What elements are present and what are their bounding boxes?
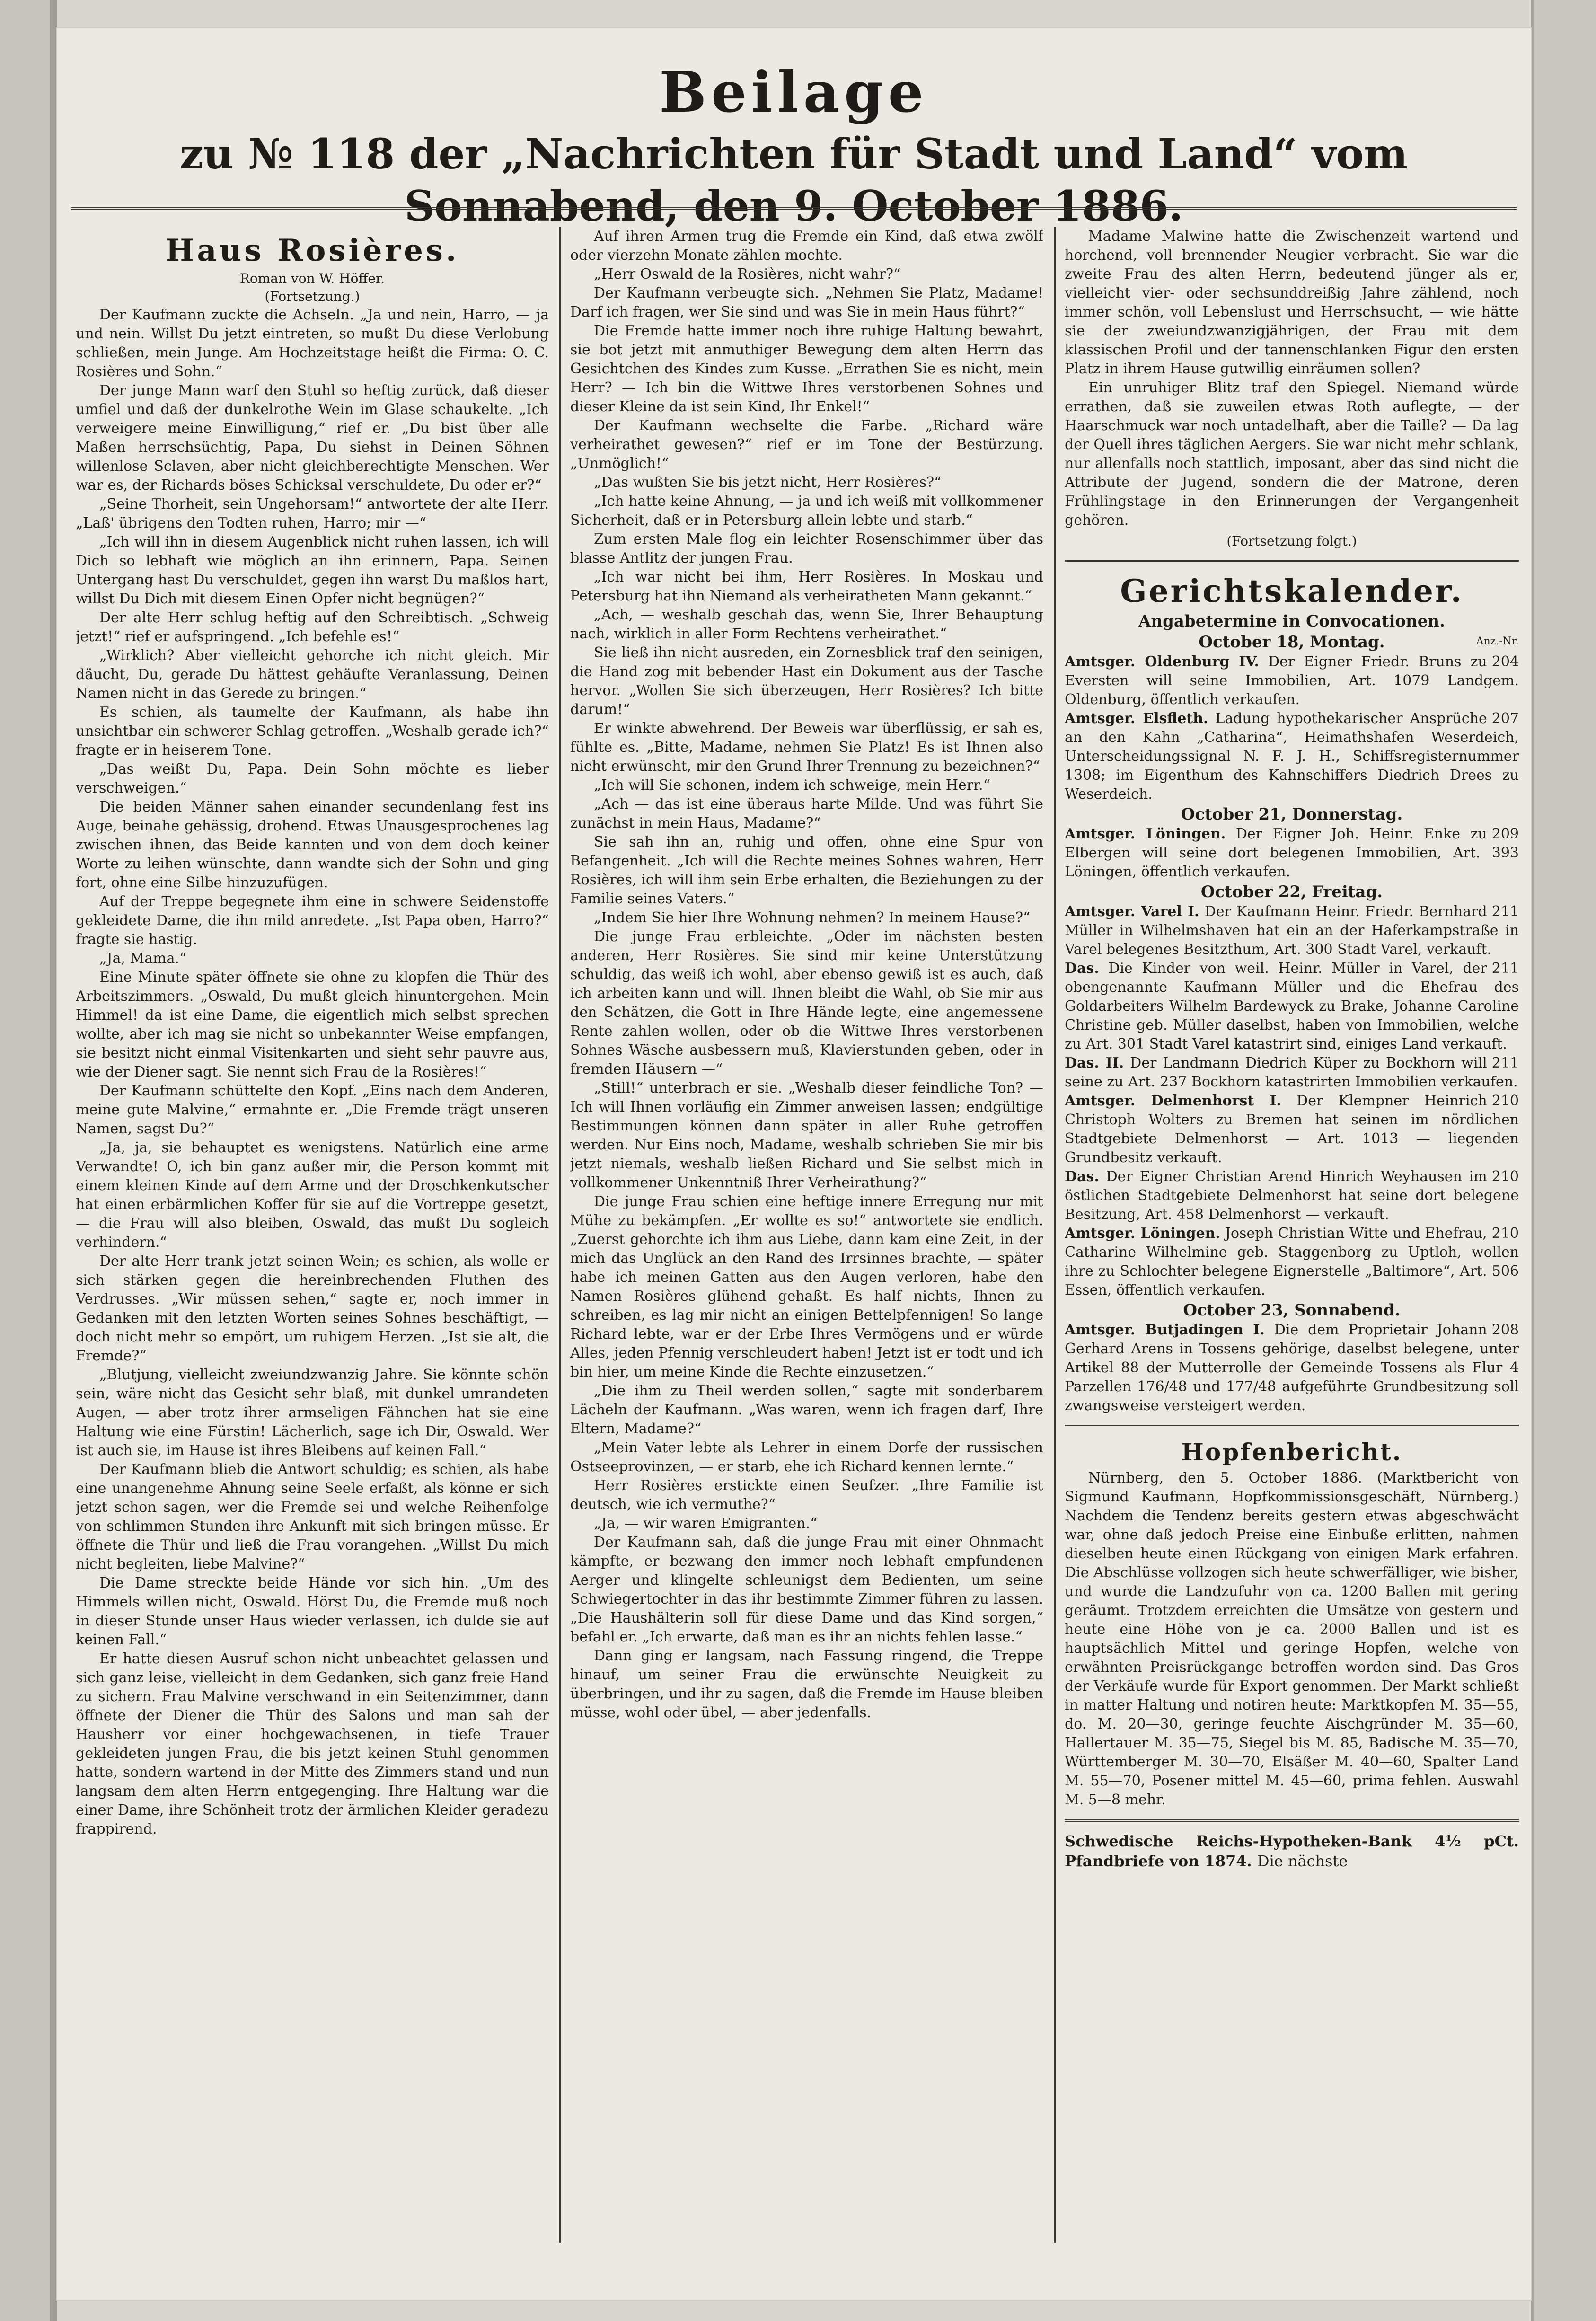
entry-number: 204	[1491, 653, 1519, 670]
paragraph: Die junge Frau schien eine heftige innere Erregung nur mit Mühe zu bekämpfen. „Er wollte es so!“ antwortete sie endlich. „Zuerst gehorchte ich ihm aus Liebe, dann kam eine Zeit, in der mich das Unglück an den Rand des Irrsinnes brachte, — später habe ich meinen Gatten aus den Augen verloren, habe den Namen Rosières glühend gehaßt. Es half nichts, Ihnen zu schreiben, es lag mir nicht an einigen Bettelpfennigen! So lange Richard lebte, war er der Erbe Ihres Vermögens und er würde Alles, jeden Pfennig verschleudert haben! Jetzt ist er todt und ich bin hier, um meine Kinde die Rechte einzusetzen.“	[570, 1193, 1043, 1380]
entry-number: 210	[1491, 1168, 1519, 1185]
court-calendar-subtitle: Angabetermine in Convocationen.	[1138, 612, 1445, 631]
court-entry	[1065, 1224, 1519, 1300]
paragraph: Der Kaufmann sah, daß die junge Frau mit einer Ohnmacht kämpfte, er bezwang den immer noch lebhaft empfundenen Aerger und klingelte schleunigst dem Bedienten, um seine Schwiegertochter in das ihr bestimmte Zimmer führen zu lassen. „Die Haushälterin soll für diese Dame und das Kind sorgen,“ befahl er. „Ich erwarte, daß man es ihr an nichts fehlen lasse.“	[570, 1534, 1043, 1645]
entry-number: 210	[1491, 1093, 1519, 1109]
entry-number: 210	[1491, 1225, 1519, 1242]
court-entry	[1065, 653, 1519, 709]
paragraph: Der Kaufmann blieb die Antwort schuldig; es schien, als habe eine unangenehme Ahnung seine Seele erfaßt, als könne er sich jetzt schon sagen, wer die Fremde sei und welche Reihenfolge von schlimmen Stunden ihre Ankunft mit sich bringen müsse. Er öffnete die Thür und ließ die Frau vorangehen. „Willst Du mich nicht begleiten, liebe Malvine?“	[76, 1461, 549, 1572]
paragraph: Es schien, als taumelte der Kaufmann, als habe ihn unsichtbar ein schwerer Schlag getroffen. „Weshalb gerade ich?“ fragte er in heiserem Tone.	[76, 704, 549, 759]
court-entry	[1065, 902, 1519, 959]
paragraph: Der Kaufmann verbeugte sich. „Nehmen Sie Platz, Madame! Darf ich fragen, wer Sie sind und was Sie in mein Haus führt?“	[570, 285, 1043, 320]
paragraph: Auf der Treppe begegnete ihm eine in schwere Seidenstoffe gekleidete Dame, die ihn mild anredete. „Ist Papa oben, Harro?“ fragte sie hastig.	[76, 893, 549, 948]
paragraph: Eine Minute später öffnete sie ohne zu klopfen die Thür des Arbeitszimmers. „Oswald, Du mußt gleich hinuntergehen. Mein Himmel! da ist eine Dame, die eigentlich mich selbst sprechen wollte, aber ich mag sie nicht so unbekannter Weise empfangen, sie besitzt nicht einmal Visitenkarten und sieht sehr pauvre aus, wie der Diener sagt. Sie nennt sich Frau de la Rosières!“	[76, 969, 549, 1080]
paragraph: Die Dame streckte beide Hände vor sich hin. „Um des Himmels willen nicht, Oswald. Hörst Du, die Fremde muß noch in dieser Stunde unser Haus wieder verlassen, ich dulde sie auf keinen Fall.“	[76, 1575, 549, 1648]
paragraph: Er hatte diesen Ausruf schon nicht unbeachtet gelassen und sich ganz leise, vielleicht in dem Gedanken, sich ganz freie Hand zu sichern. Frau Malvine verschwand in ein Seitenzimmer, dann öffnete der Diener die Thür des Salons und man sah der Hausherr vor einer hochgewachsenen, in tiefe Trauer gekleideten jungen Frau, die bis jetzt keinen Stuhl genommen hatte, sondern wartend in der Mitte des Zimmers stand und nun langsam dem alten Herrn entgegenging. Ihre Haltung war die einer Dame, ihre Schönheit trotz der ärmlichen Kleider geradezu frappirend.	[76, 1650, 549, 1837]
column-1	[76, 227, 549, 2243]
masthead-rule	[71, 207, 1517, 210]
paragraph: Die Fremde hatte immer noch ihre ruhige Haltung bewahrt, sie bot jetzt mit anmuthiger Bewegung dem alten Herrn das Gesichtchen des Kindes zum Kusse. „Errathen Sie es nicht, mein Herr? — Ich bin die Wittwe Ihres verstorbenen Sohnes und dieser Kleine da ist sein Kind, Ihr Enkel!“	[570, 323, 1043, 415]
court-name: Amtsger. Elsfleth.	[1065, 710, 1208, 727]
paragraph: „Ach, — weshalb geschah das, wenn Sie, Ihrer Behauptung nach, wirklich in aller Form Rechtens verheirathet.“	[570, 607, 1043, 642]
entry-text: Der Eigner Joh. Heinr. Enke zu Elbergen will seine dort belegenen Immobilien, Art. 393 Löningen, öffentlich verkaufen.	[1065, 826, 1519, 880]
column-rule	[559, 227, 561, 2243]
paragraph: „Ach — das ist eine überaus harte Milde. Und was führt Sie zunächst in mein Haus, Madame?“	[570, 796, 1043, 831]
court-name: Das.	[1065, 1168, 1099, 1185]
section-divider	[1065, 560, 1519, 562]
page-right-edge	[1531, 0, 1596, 2321]
paragraph: „Die ihm zu Theil werden sollen,“ sagte mit sonderbarem Lächeln der Kaufmann. „Was waren, wenn ich fragen darf, Ihre Eltern, Madame?“	[570, 1383, 1043, 1437]
column-2	[570, 227, 1043, 2243]
paragraph: Sie sah ihn an, ruhig und offen, ohne eine Spur von Befangenheit. „Ich will die Rechte meines Sohnes wahren, Herr Rosières, ich will ihm sein Erbe erhalten, die Beziehungen zu der Familie seines Vaters.“	[570, 834, 1043, 907]
paragraph: Sie ließ ihn nicht ausreden, ein Zornesblick traf den seinigen, die Hand zog mit bebender Hast ein Dokument aus der Tasche hervor. „Wollen Sie sich überzeugen, Herr Rosières? Ich bitte darum!“	[570, 644, 1043, 718]
paragraph: „Seine Thorheit, sein Ungehorsam!“ antwortete der alte Herr. „Laß' übrigens den Todten ruhen, Harro; mir —“	[76, 496, 549, 531]
entry-text: Ladung hypothekarischer Ansprüche an den Kahn „Catharina“, Heimathshafen Weserdeich, Unterscheidungssignal N. F. J. H., Schiffsregisternummer 1308; im Eigenthum des Kahnschiffers Diedrich Drees zu Weserdeich.	[1065, 710, 1519, 803]
paragraph: „Ja, ja, sie behauptet es wenigstens. Natürlich eine arme Verwandte! O, ich bin ganz außer mir, die Person kommt mit einem kleinen Kinde auf dem Arme und der Droschkenkutscher hat einen erbärmlichen Koffer für sie auf die Vortreppe gesetzt, — die Frau will also bleiben, Oswald, das mußt Du sogleich verhindern.“	[76, 1139, 549, 1251]
story-byline: Roman von W. Höffer.	[239, 271, 385, 286]
section-divider	[1065, 1819, 1519, 1822]
paragraph: „Herr Oswald de la Rosières, nicht wahr?“	[594, 266, 901, 282]
paragraph: „Ja, Mama.“	[99, 950, 187, 967]
court-date-row	[1065, 632, 1519, 653]
court-entry	[1065, 1054, 1519, 1092]
court-entry	[1065, 825, 1519, 882]
court-entry	[1065, 1092, 1519, 1167]
anz-nr-label: Anz.-Nr.	[1476, 635, 1519, 647]
newspaper-page	[57, 28, 1531, 2300]
entry-number: 209	[1491, 826, 1519, 842]
paragraph: „Ich will Sie schonen, indem ich schweige, mein Herr.“	[594, 777, 991, 794]
bank-notice	[1065, 1831, 1519, 1871]
story-title: Haus Rosières.	[165, 233, 459, 268]
page-binding	[0, 0, 57, 2321]
paragraph: Der junge Mann warf den Stuhl so heftig zurück, daß dieser umfiel und daß der dunkelrothe Wein im Glase schaukelte. „Ich verweigere meine Einwilligung,“ rief er. „Du bist über alle Maßen herrschsüchtig, Papa, Du siehst in Deinen Söhnen willenlose Sclaven, aber nicht gleichberechtigte Menschen. Wer war es, der Richards böses Schicksal verschuldete, Du oder er?“	[76, 382, 549, 494]
paragraph: „Das wußten Sie bis jetzt nicht, Herr Rosières?“	[594, 474, 942, 491]
masthead	[57, 59, 1531, 232]
section-divider	[1065, 1425, 1519, 1426]
court-name: Amtsger. Delmenhorst I.	[1065, 1093, 1281, 1109]
column-3	[1065, 227, 1519, 2243]
paragraph: Dann ging er langsam, nach Fassung ringend, die Treppe hinauf, um seiner Frau die erwünschte Neuigkeit zu überbringen, und ihr zu sagen, daß die Fremde im Hause bleiben müsse, wohl oder übel, — aber jedenfalls.	[570, 1648, 1043, 1721]
paragraph: „Ich will ihn in diesem Augenblick nicht ruhen lassen, ich will Dich so lebhaft wie möglich an ihn erinnern, Papa. Seinen Untergang hast Du verschuldet, gegen ihn warst Du maßlos hart, willst Du Dich mit diesem Einen Opfer nicht begnügen?“	[76, 534, 549, 607]
hops-report-title: Hopfenbericht.	[1181, 1438, 1402, 1466]
entry-text: Die dem Proprietair Johann Gerhard Arens in Tossens gehörige, daselbst belegene, unter Artikel 88 der Mutterrolle der Gemeinde Tossens als Flur 4 Parzellen 176/48 und 177/48 aufgeführte Grundbesitzung soll zwangsweise versteigert werden.	[1065, 1322, 1519, 1414]
paragraph: Die junge Frau erbleichte. „Oder im nächsten besten anderen, Herr Rosières. Sie sind mir keine Unterstützung schuldig, das weiß ich wohl, aber ebenso gewiß ist es auch, daß ich arbeiten kann und will. Ihnen bleibt die Wahl, ob Sie mir aus den Schätzen, die Gott in Ihre Hände legte, eine angemessene Rente zahlen wollen, oder ob die Wittwe Ihres verstorbenen Sohnes Wäsche ausbessern muß, Klavierstunden geben, oder in fremden Häusern —“	[570, 928, 1043, 1077]
entry-number: 211	[1491, 960, 1519, 977]
entry-text: Der Landmann Diedrich Küper zu Bockhorn will seine zu Art. 237 Bockhorn katastrirten Immobilien verkaufen.	[1065, 1055, 1518, 1090]
paragraph: Auf ihren Armen trug die Fremde ein Kind, daß etwa zwölf oder vierzehn Monate zählen mochte.	[570, 228, 1043, 264]
court-calendar-title: Gerichtskalender.	[1120, 573, 1464, 609]
paragraph: „Ich war nicht bei ihm, Herr Rosières. In Moskau und Petersburg hat ihn Niemand als verheiratheten Mann gekannt.“	[570, 569, 1043, 604]
court-name: Amtsger. Löningen.	[1065, 1225, 1220, 1242]
paragraph: „Das weißt Du, Papa. Dein Sohn möchte es lieber verschweigen.“	[76, 761, 549, 796]
court-entry	[1065, 1321, 1519, 1415]
story-to-be-continued: (Fortsetzung folgt.)	[1226, 533, 1357, 549]
paragraph: Der Kaufmann zuckte die Achseln. „Ja und nein, Harro, — ja und nein. Willst Du jetzt eintreten, so mußt Du diese Verlobung schließen, mein Junge. Am Hochzeitstage heißt die Firma: O. C. Rosières und Sohn.“	[76, 307, 549, 380]
court-name: Amtsger. Oldenburg IV.	[1065, 653, 1259, 670]
paragraph: „Indem Sie hier Ihre Wohnung nehmen? In meinem Hause?“	[594, 909, 1031, 926]
court-name: Amtsger. Löningen.	[1065, 826, 1226, 842]
paragraph: Zum ersten Male flog ein leichter Rosenschimmer über das blasse Antlitz der jungen Frau.	[570, 531, 1043, 566]
entry-number: 211	[1491, 1055, 1519, 1071]
entry-text: Der Klempner Heinrich Christoph Wolters zu Bremen hat seinen im nördlichen Stadtgebiete Delmenhorst — Art. 1013 — liegenden Grundbesitz verkauft.	[1065, 1093, 1519, 1166]
entry-number: 211	[1491, 903, 1519, 920]
paragraph: Herr Rosières erstickte einen Seufzer. „Ihre Familie ist deutsch, wie ich vermuthe?“	[570, 1477, 1043, 1513]
court-date: October 23, Sonnabend.	[1183, 1301, 1401, 1320]
entry-text: Der Kaufmann Heinr. Friedr. Bernhard Müller in Wilhelmshaven hat ein an der Haferkampstraße in Varel belegenes Besitzthum, Art. 300 Stadt Varel, verkauft.	[1065, 903, 1519, 958]
court-entry	[1065, 709, 1519, 804]
paragraph: „Ja, — wir waren Emigranten.“	[594, 1515, 818, 1532]
bank-heading: Schwedische Reichs-Hypotheken-Bank 4½ pCt. Pfandbriefe von 1874.	[1065, 1832, 1519, 1870]
court-name: Das.	[1065, 960, 1099, 977]
court-name: Amtsger. Varel I.	[1065, 903, 1199, 920]
court-date: October 18, Montag.	[1199, 633, 1385, 652]
entry-text: Die Kinder von weil. Heinr. Müller in Varel, der obengenannte Kaufmann Müller und die Ehefrau des Goldarbeiters Wilhelm Bardewyck zu Brake, Johanne Caroline Christine geb. Müller daselbst, haben von Immobilien, welche zu Art. 301 Stadt Varel katastrirt sind, einiges Land verkauft.	[1065, 960, 1519, 1052]
paragraph: Der Kaufmann wechselte die Farbe. „Richard wäre verheirathet gewesen?“ rief er im Tone der Bestürzung. „Unmöglich!“	[570, 417, 1043, 472]
paragraph: „Wirklich? Aber vielleicht gehorche ich nicht gleich. Mir däucht, Du, gerade Du hättest gehäufte Veranlassung, Deinen Namen nicht in das Gerede zu bringen.“	[76, 647, 549, 702]
paragraph: Der alte Herr trank jetzt seinen Wein; es schien, als wolle er sich stärken gegen die hereinbrechenden Fluthen des Verdrusses. „Wir müssen sehen,“ sagte er, noch immer in Gedanken mit den letzten Worten seines Sohnes beschäftigt, — doch nicht mehr so empört, um ruhigem Herzen. „Ist sie alt, die Fremde?“	[76, 1253, 549, 1364]
paragraph: „Still!“ unterbrach er sie. „Weshalb dieser feindliche Ton? — Ich will Ihnen vorläufig ein Zimmer anweisen lassen; endgültige Bestimmungen können dann später in aller Ruhe getroffen werden. Nur Eins noch, Madame, weshalb schrieben Sie mir bis jetzt niemals, weshalb ließen Richard und Sie selbst mich in vollkommener Unkenntniß Ihrer Verheirathung?“	[570, 1080, 1043, 1191]
court-date: October 21, Donnerstag.	[1181, 805, 1403, 824]
court-date: October 22, Freitag.	[1200, 883, 1383, 901]
story-continued: (Fortsetzung.)	[265, 289, 360, 304]
paragraph: „Ich hatte keine Ahnung, — ja und ich weiß mit vollkommener Sicherheit, daß er in Petersburg allein lebte und starb.“	[570, 493, 1043, 529]
column-rule	[1054, 227, 1056, 2243]
entry-text: Joseph Christian Witte und Ehefrau, Catharine Wilhelmine geb. Staggenborg zu Uptloh, wollen ihre zu Schlochter belegene Eignerstelle „Baltimore“, Art. 506 Essen, öffentlich verkaufen.	[1065, 1225, 1519, 1298]
paragraph: „Blutjung, vielleicht zweiundzwanzig Jahre. Sie könnte schön sein, wäre nicht das Gesicht sehr blaß, mit dunkel umrandeten Augen, — aber trotz ihrer armseligen Fähnchen hat sie eine Haltung wie eine Fürstin! Lächerlich, sage ich Dir, Oswald. Wer ist auch sie, im Hause ist ihres Bleibens auf keinen Fall.“	[76, 1367, 549, 1459]
paragraph: Madame Malwine hatte die Zwischenzeit wartend und horchend, voll brennender Neugier verbracht. Sie war die zweite Frau des alten Herrn, bedeutend jünger als er, vielleicht vier- oder sechsunddreißig Jahre zählend, noch immer schön, voll Lebenslust und Herrschsucht, — wie hätte sie der zweiundzwanzigjährigen, der Frau mit dem klassischen Profil und der tannenschlanken Figur den ersten Platz in ihrem Hause gutwillig einräumen sollen?	[1065, 228, 1519, 377]
bank-text: Die nächste	[1257, 1852, 1348, 1870]
hops-report-text: Nürnberg, den 5. October 1886. (Marktbericht von Sigmund Kaufmann, Hopfkommissionsgeschäft, Nürnberg.) Nachdem die Tendenz bereits gestern etwas abgeschwächt war, ohne daß jedoch Preise eine Einbuße erlitten, nahmen dieselben heute einen Rückgang von einigen Mark erfahren. Die Abschlüsse vollzogen sich heute schwerfälliger, wie bisher, und wurde die Landzufuhr von ca. 1200 Ballen mit gering geräumt. Trotzdem erreichten die Umsätze von gestern und heute eine Höhe von je ca. 2000 Ballen und ist es hauptsächlich Mittel und geringe Hopfen, welche von erwähnten Preisrückgange betroffen worden sind. Das Gros der Verkäufe wurde für Export genommen. Der Markt schließt in matter Haltung und notiren heute: Marktkopfen M. 35—55, do. M. 20—30, geringe feuchte Aischgründer M. 35—60, Hallertauer M. 35—75, Siegel bis M. 85, Badische M. 35—70, Württemberger M. 30—70, Elsäßer M. 40—60, Spalter Land M. 55—70, Posener mittel M. 45—60, prima fehlen. Auswahl M. 5—8 mehr.	[1065, 1470, 1519, 1808]
entry-number: 207	[1491, 710, 1519, 727]
court-entry	[1065, 959, 1519, 1054]
entry-number: 208	[1491, 1322, 1519, 1338]
paragraph: Die beiden Männer sahen einander secundenlang fest ins Auge, beinahe gehässig, drohend. Etwas Unausgesprochenes lag zwischen ihnen, das Beide kannten und von dem doch keiner Worte zu leihen wünschte, dann wandte sich der Sohn und ging fort, ohne eine Silbe hinzuzufügen.	[76, 799, 549, 891]
court-name: Amtsger. Butjadingen I.	[1065, 1322, 1265, 1338]
paragraph: Er winkte abwehrend. Der Beweis war überflüssig, er sah es, fühlte es. „Bitte, Madame, nehmen Sie Platz! Es ist Ihnen also nicht erwünscht, mir den Grund Ihrer Trennung zu bezeichnen?“	[570, 720, 1043, 775]
masthead-subline: zu № 118 der „Nachrichten für Stadt und Land“ vom Sonnabend, den 9. October 1886.	[179, 129, 1408, 230]
masthead-title: Beilage	[659, 59, 928, 125]
court-entry	[1065, 1167, 1519, 1224]
paragraph: Ein unruhiger Blitz traf den Spiegel. Niemand würde errathen, daß sie zuweilen etwas Roth auflegte, — der Haarschmuck war noch untadelhaft, aber die Taille? — Da lag der Quell ihres täglichen Aergers. Sie war nicht mehr schlank, nur allenfalls noch stattlich, imposant, aber das sind nicht die Attribute der Jugend, sondern die der Matrone, deren Frühlingstage in den Erinnerungen der Vergangenheit gehören.	[1065, 379, 1519, 529]
entry-text: Der Eigner Christian Arend Hinrich Weyhausen im östlichen Stadtgebiete Delmenhorst hat seine dort belegene Besitzung, Art. 458 Delmenhorst — verkauft.	[1065, 1168, 1519, 1223]
entry-text: Der Eigner Friedr. Bruns zu Eversten will seine Immobilien, Art. 1079 Landgem. Oldenburg, öffentlich verkaufen.	[1065, 653, 1519, 708]
paragraph: Der alte Herr schlug heftig auf den Schreibtisch. „Schweig jetzt!“ rief er aufspringend. „Ich befehle es!“	[76, 609, 549, 645]
paragraph: „Mein Vater lebte als Lehrer in einem Dorfe der russischen Ostseeprovinzen, — er starb, ehe ich Richard kennen lernte.“	[570, 1439, 1043, 1475]
court-name: Das. II.	[1065, 1055, 1124, 1071]
paragraph: Der Kaufmann schüttelte den Kopf. „Eins nach dem Anderen, meine gute Malvine,“ ermahnte er. „Die Fremde trägt unseren Namen, sagst Du?“	[76, 1083, 549, 1137]
